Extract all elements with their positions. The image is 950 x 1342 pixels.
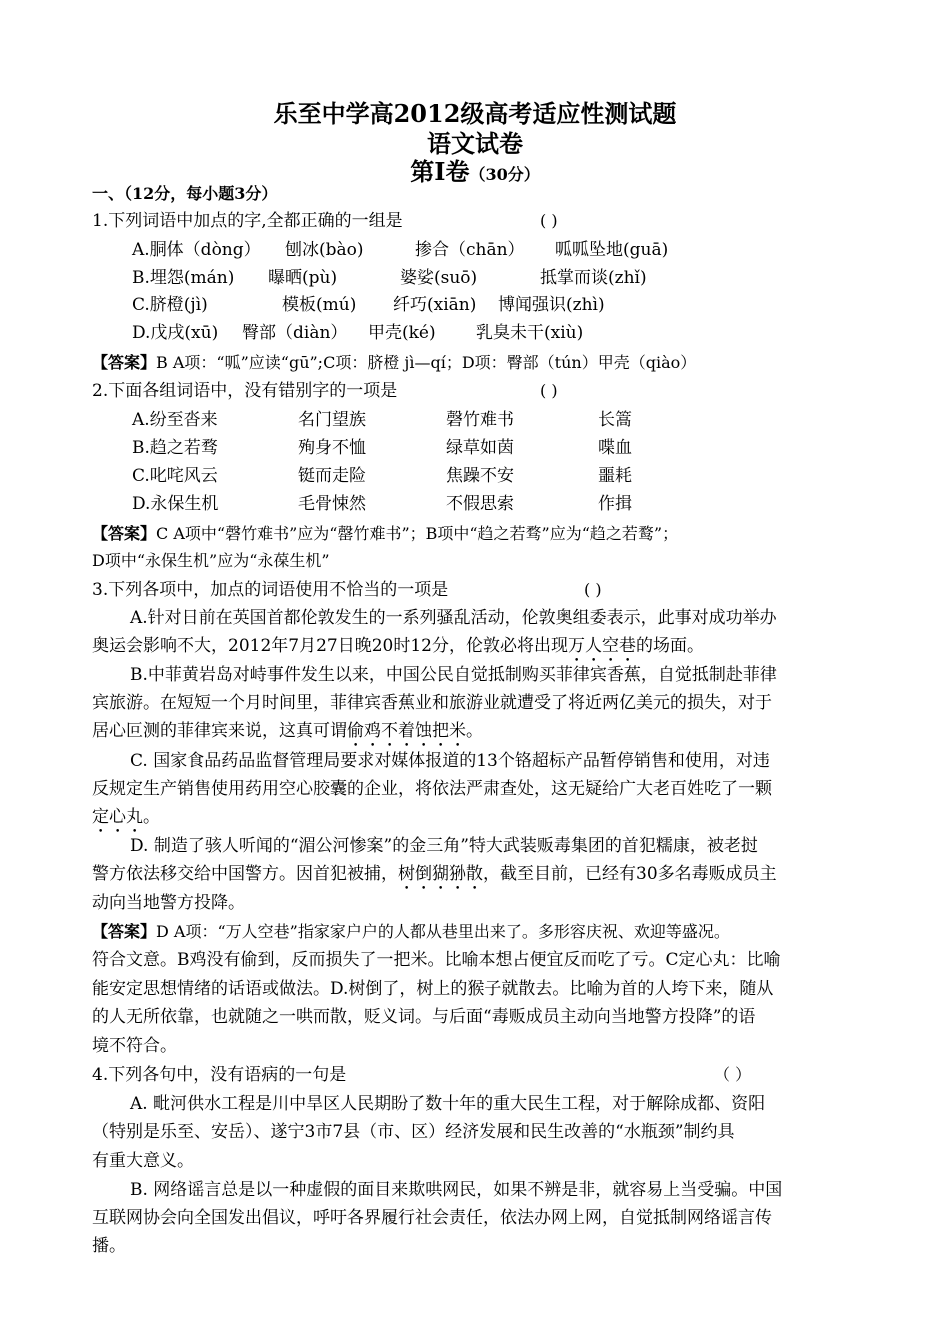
exam-title: 乐至中学高2012级高考适应性测试题 — [273, 99, 677, 128]
part-title-main: 第Ⅰ卷 — [410, 157, 470, 186]
q4-b-line1: B. 网络谣言总是以一种虚假的面目来欺哄网民，如果不辨是非，就容易上当受骗。中国 — [130, 1180, 783, 1200]
q1-option-b4: 抵掌而谈(zhǐ) — [540, 268, 647, 288]
q2-cell: 殉身不恤 — [298, 438, 366, 458]
q2-cell: 不假思索 — [446, 494, 514, 514]
dotted-phrase: 定心丸 — [92, 807, 143, 827]
q3-d-line3: 动向当地警方投降。 — [92, 893, 245, 913]
q4-a-line3: 有重大意义。 — [92, 1151, 194, 1171]
text-run: 警方依法移交给中国警方。因首犯被捕， — [92, 864, 398, 884]
q4-b-line3: 播。 — [92, 1236, 126, 1256]
text-run: 。 — [143, 807, 160, 827]
q2-cell: 名门望族 — [298, 410, 366, 430]
q1-option-c3: 纤巧(xiān) — [393, 295, 477, 315]
q2-answer-line2: D项中“永保生机”应为“永葆生机” — [92, 551, 330, 570]
q3-b-line3 — [92, 718, 483, 751]
q2-cell: A.纷至沓来 — [132, 410, 218, 430]
q3-answer-line5: 境不符合。 — [92, 1036, 177, 1056]
q4-a-line2: （特别是乐至、安岳）、遂宁3市7县（市、区）经济发展和民生改善的“水瓶颈”制约具 — [92, 1122, 735, 1142]
q1-option-a1: A.胴体（dòng） — [132, 240, 261, 260]
q3-b-line1: B.中菲黄岩岛对峙事件发生以来，中国公民自觉抵制购买菲律宾香蕉，自觉抵制赴菲律 — [130, 665, 777, 685]
q2-cell: 噩耗 — [598, 466, 632, 486]
q1-answer-blank: ( ) — [540, 211, 558, 230]
q4-answer-blank: （ ） — [714, 1065, 752, 1084]
q1-option-a4: 呱呱坠地(guā) — [555, 240, 669, 260]
q4-b-line2: 互联网协会向全国发出倡议，呼吁各界履行社会责任，依法办网上网，自觉抵制网络谣言传 — [92, 1208, 772, 1228]
q3-c-line1: C. 国家食品药品监督管理局要求对媒体报道的13个铬超标产品暂停销售和使用，对违 — [130, 751, 770, 771]
q3-answer-line1 — [92, 919, 730, 945]
q1-option-c2: 模板(mú) — [282, 295, 357, 315]
text-run: 奥运会影响不大，2012年7月27日晚20时12分，伦敦必将出现 — [92, 636, 568, 656]
q3-answer-blank: ( ) — [584, 580, 602, 599]
q4-stem: 4.下列各句中，没有语病的一句是 — [92, 1065, 347, 1085]
q3-answer-line2: 符合文意。B鸡没有偷到，反而损失了一把米。比喻本想占便宜反而吃了亏。C定心丸：比喻 — [92, 950, 781, 970]
part-title-score: （30分） — [469, 165, 540, 184]
q2-cell: 铤而走险 — [298, 466, 366, 486]
q1-answer — [92, 350, 696, 376]
dotted-phrase: 偷鸡不着蚀把米 — [347, 721, 466, 741]
q1-option-b3: 婆娑(suō) — [400, 268, 478, 288]
q1-option-d2: 臀部（diàn） — [242, 323, 348, 343]
q1-option-c1: C.脐橙(jì) — [132, 295, 208, 315]
dotted-phrase: 树倒猢狲散 — [398, 864, 483, 884]
answer-tag: 【答案】 — [92, 353, 157, 372]
q3-c-line2: 反规定生产销售使用药用空心胶囊的企业，将依法严肃查处，这无疑给广大老百姓吃了一颗 — [92, 779, 772, 799]
text-run: ，截至目前，已经有30多名毒贩成员主 — [483, 864, 777, 884]
q3-answer-text: D A项：“万人空巷”指家家户户的人都从巷里出来了。多形容庆祝、欢迎等盛况。 — [156, 922, 730, 941]
q1-option-b1: B.埋怨(mán) — [132, 268, 235, 288]
q2-answer-text: C A项中“磬竹难书”应为“罄竹难书”；B项中“趋之若骛”应为“趋之若鹜”； — [156, 524, 679, 543]
q1-option-a3: 掺合（chān） — [415, 240, 525, 260]
answer-tag: 【答案】 — [92, 922, 157, 941]
q2-cell: 绿草如茵 — [446, 438, 514, 458]
q1-option-a2: 刨冰(bào) — [285, 240, 364, 260]
q4-a-line1: A. 毗河供水工程是川中旱区人民期盼了数十年的重大民生工程，对于解除成都、资阳 — [130, 1094, 766, 1114]
q2-cell: D.永保生机 — [132, 494, 219, 514]
q2-cell: 作揖 — [598, 494, 632, 514]
section-heading: 一、（12分，每小题3分） — [92, 184, 278, 203]
q1-option-b2: 曝晒(pù) — [268, 268, 338, 288]
q3-answer-line3: 能安定思想情绪的话语或做法。D.树倒了，树上的猴子就散去。比喻为首的人垮下来，随从 — [92, 979, 774, 999]
q2-cell: 磬竹难书 — [446, 410, 514, 430]
q1-option-d4: 乳臭未干(xiù) — [476, 323, 584, 343]
text-run: 。 — [466, 721, 483, 741]
q3-answer-line4: 的人无所依靠，也就随之一哄而散，贬义词。与后面“毒贩成员主动向当地警方投降”的语 — [92, 1007, 756, 1027]
q2-answer-blank: ( ) — [540, 381, 558, 400]
q2-cell: 喋血 — [598, 438, 632, 458]
q1-answer-text: B A项：“呱”应读“gū”;C项：脐橙 jì—qí；D项：臀部（tún）甲壳（qiào） — [156, 353, 697, 372]
q2-cell: 长篙 — [598, 410, 632, 430]
text-run: 的场面。 — [635, 636, 704, 656]
q2-answer-line1 — [92, 521, 678, 547]
q2-stem: 2.下面各组词语中，没有错别字的一项是 — [92, 381, 398, 401]
exam-subtitle: 语文试卷 — [427, 129, 523, 158]
q2-cell: C.叱咤风云 — [132, 466, 218, 486]
q1-option-c4: 博闻强识(zhì) — [498, 295, 605, 315]
q1-option-d3: 甲壳(ké) — [368, 323, 436, 343]
q3-a-line1: A.针对日前在英国首都伦敦发生的一系列骚乱活动，伦敦奥组委表示，此事对成功举办 — [130, 608, 777, 628]
dotted-phrase: 万人空巷 — [567, 636, 636, 656]
answer-tag: 【答案】 — [92, 524, 157, 543]
q3-d-line1: D. 制造了骇人听闻的“湄公河惨案”的金三角”特大武装贩毒集团的首犯糯康，被老挝 — [130, 836, 758, 856]
q3-b-line2: 宾旅游。在短短一个月时间里，菲律宾香蕉业和旅游业就遭受了将近两亿美元的损失，对于 — [92, 693, 772, 713]
q2-cell: 焦躁不安 — [446, 466, 514, 486]
q1-stem: 1.下列词语中加点的字,全都正确的一组是 — [92, 211, 403, 231]
q1-option-d1: D.戊戌(xū) — [132, 323, 219, 343]
q3-stem: 3.下列各项中，加点的词语使用不恰当的一项是 — [92, 580, 449, 600]
text-run: 居心叵测的菲律宾来说，这真可谓 — [92, 721, 347, 741]
q2-cell: B.趋之若骛 — [132, 438, 218, 458]
q2-cell: 毛骨悚然 — [298, 494, 366, 514]
